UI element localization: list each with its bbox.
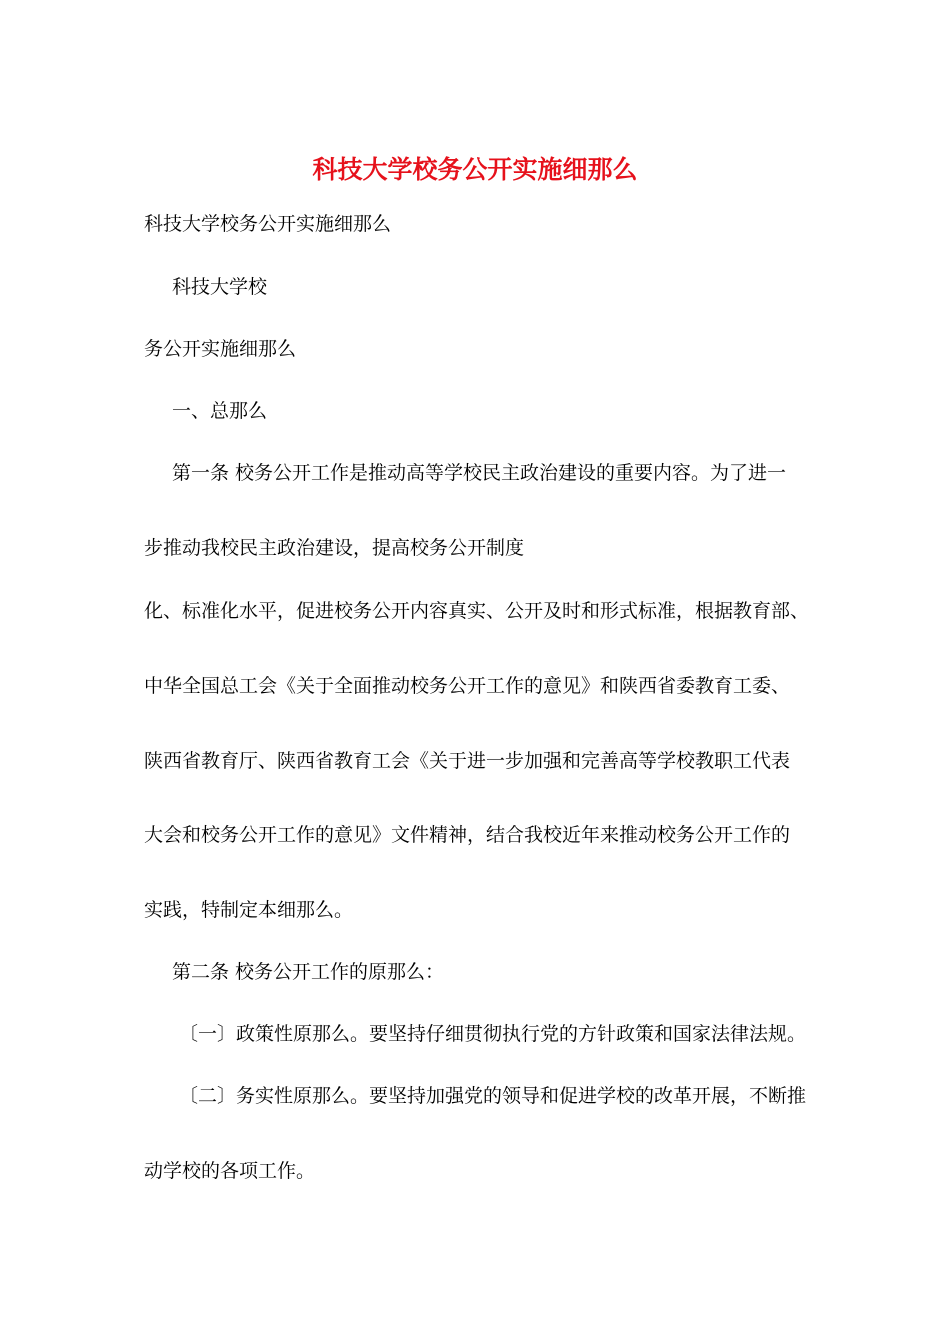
article-line: 大会和校务公开工作的意见》文件精神，结合我校近年来推动校务公开工作的 <box>144 824 791 846</box>
article-line: 陕西省教育厅、陕西省教育工会《关于进一步加强和完善高等学校教职工代表 <box>144 750 791 772</box>
article-line: 第一条 校务公开工作是推动高等学校民主政治建设的重要内容。为了进一 <box>172 462 787 484</box>
text-line: 科技大学校 <box>172 276 268 298</box>
section-heading: 一、总那么 <box>172 400 268 422</box>
text-line: 务公开实施细那么 <box>144 338 297 360</box>
article-line: 第二条 校务公开工作的原那么： <box>172 961 445 983</box>
document-title: 科技大学校务公开实施细那么 <box>312 155 638 184</box>
subtitle-line: 科技大学校务公开实施细那么 <box>144 213 392 235</box>
principle-line: 〔二〕务实性原那么。要坚持加强党的领导和促进学校的改革开展，不断推 <box>179 1085 807 1107</box>
article-line: 实践，特制定本细那么。 <box>144 899 354 921</box>
article-line: 化、标准化水平，促进校务公开内容真实、公开及时和形式标准，根据教育部、 <box>144 600 810 622</box>
principle-line: 〔一〕政策性原那么。要坚持仔细贯彻执行党的方针政策和国家法律法规。 <box>179 1023 807 1045</box>
article-line: 步推动我校民主政治建设，提高校务公开制度 <box>144 537 525 559</box>
article-line: 中华全国总工会《关于全面推动校务公开工作的意见》和陕西省委教育工委、 <box>144 675 791 697</box>
principle-line: 动学校的各项工作。 <box>144 1160 316 1182</box>
